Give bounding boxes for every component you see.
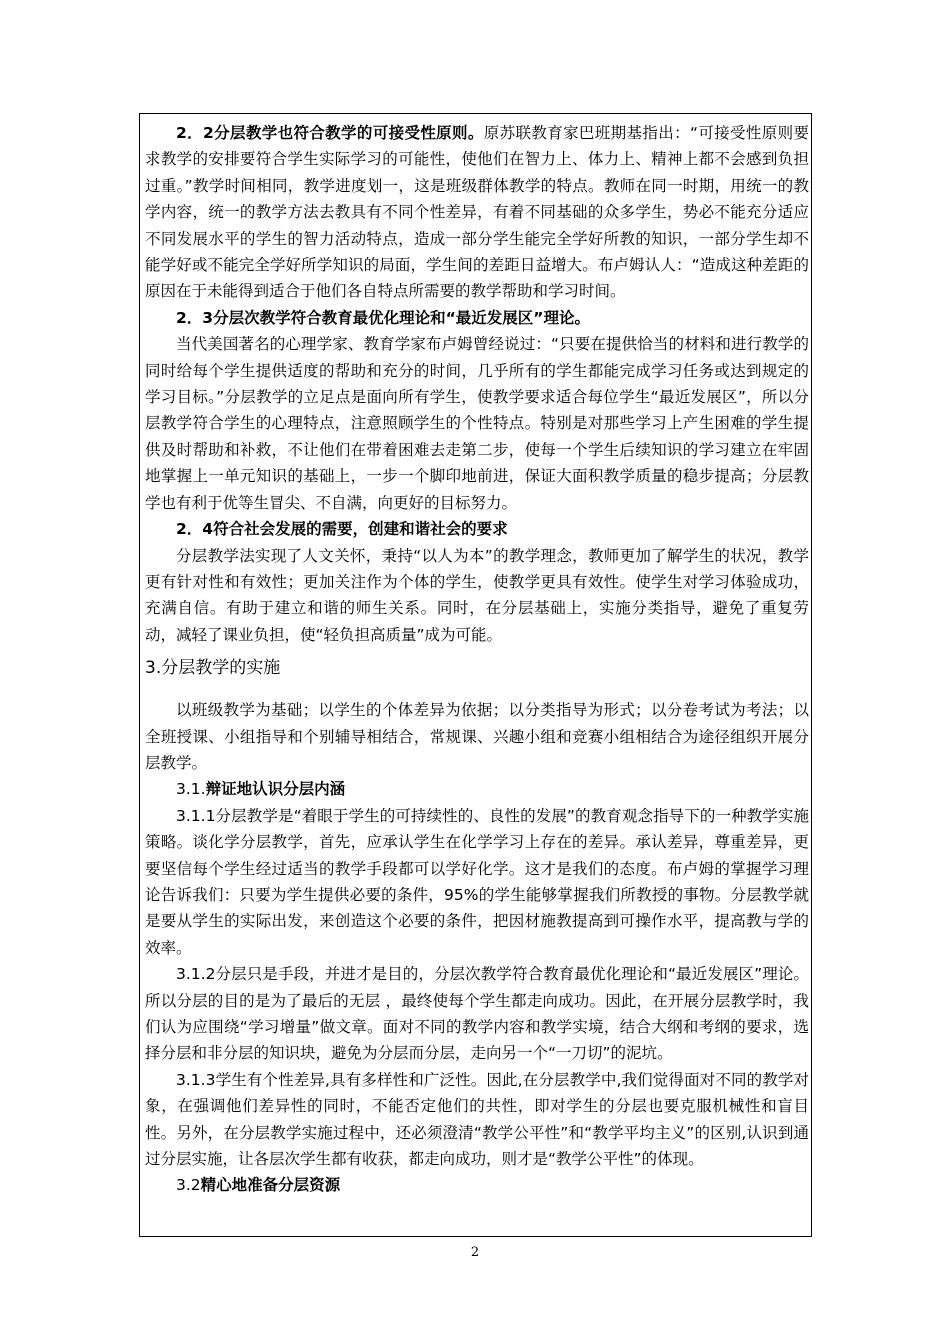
paragraph-3-1-1-number: 3.1.1 bbox=[176, 806, 216, 825]
paragraph-3: 以班级教学为基础；以学生的个体差异为依据；以分类指导为形式；以分卷考试为考法；以全班授课、小组指导和个别辅导相结合，常规课、兴趣小组和竞赛小组相结合为途径组织开展分层教学。 bbox=[145, 701, 809, 772]
paragraph-3-1-2-text: 分层只是手段，并进才是目的，分层次教学符合教育最优化理论和“最近发展区”理论。所以分层的目的是为了最后的无层 ，最终使每个学生都走向成功。因此，在开展分层教学时，我们认为应围绕“学习增量”做文章。面对不同的教学内容和教学实境，结合大纲和考纲的要求，选择分层和非分层的知识块，避免为分层而分层，走向另一个“一刀切”的泥坑。 bbox=[145, 965, 809, 1063]
paragraph-3-1-2-number: 3.1.2 bbox=[176, 965, 216, 984]
heading-2-3: 2．3分层次教学符合教育最优化理论和“最近发展区”理论。 bbox=[176, 308, 590, 327]
heading-3-1 bbox=[145, 776, 809, 802]
paragraph-3-1-3 bbox=[145, 1067, 809, 1173]
paragraph-3-1-1-text: 分层教学是“着眼于学生的可持续性的、良性的发展”的教育观念指导下的一种教学实施策略。谈化学分层教学，首先，应承认学生在化学学习上存在的差异。承认差异，尊重差异，更要坚信每个学生经过适当的教学手段都可以学好化学。这才是我们的态度。布卢姆的掌握学习理论告诉我们：只要为学生提供必要的条件，95%的学生能够掌握我们所教授的事物。分层教学就是要从学生的实际出发，来创造这个必要的条件，把因材施教提高到可操作水平，提高教与学的效率。 bbox=[145, 806, 809, 957]
heading-3-1-number: 3.1. bbox=[176, 780, 206, 799]
page-number: 2 bbox=[470, 1245, 480, 1260]
section-3-title: 3.分层教学的实施 bbox=[145, 658, 281, 679]
heading-2-4: 2．4符合社会发展的需要，创建和谐社会的要求 bbox=[176, 520, 508, 539]
heading-2-2: 2．2分层教学也符合教学的可接受性原则。 bbox=[176, 124, 484, 142]
paragraph-2-2-body: 原苏联教育家巴班期基指出：“可接受性原则要求教学的安排要符合学生实际学习的可能性，使他们在智力上、体力上、精神上都不会感到负担过重。”教学时间相同，教学进度划一，这是班级群体教学的特点。教师在同一时期，用统一的教学内容，统一的教学方法去教具有不同个性差异，有着不同基础的众多学生，势必不能充分适应不同发展水平的学生的智力活动特点，造成一部分学生能完全学好所教的知识，一部分学生却不能学好或不能完全学好所学知识的局面，学生间的差距日益增大。布卢姆认人：“造成这种差距的原因在于未能得到适合于他们各自特点所需要的教学帮助和学习时间。 bbox=[145, 124, 809, 301]
heading-3-2 bbox=[145, 1172, 809, 1198]
paragraph-3-1-2 bbox=[145, 961, 809, 1067]
heading-3-2-text: 精心地准备分层资源 bbox=[200, 1176, 341, 1195]
paragraph-3-1-3-number: 3.1.3 bbox=[176, 1070, 216, 1089]
paragraph-3-1-1 bbox=[145, 803, 809, 961]
paragraph-2-3: 当代美国著名的心理学家、教育学家布卢姆曾经说过：“只要在提供恰当的材料和进行教学的同时给每个学生提供适度的帮助和充分的时间，几乎所有的学生都能完成学习任务或达到规定的学习目标。”分层教学的立足点是面向所有学生，使教学要求适合每位学生“最近发展区”，所以分层教学符合学生的心理特点，注意照顾学生的个性特点。特别是对那些学习上产生困难的学生提供及时帮助和补救，不让他们在带着困难去走第二步，使每一个学生后续知识的学习建立在牢固地掌握上一单元知识的基础上，一步一个脚印地前进，保证大面积教学质量的稳步提高；分层教学也有利于优等生冒尖、不自满，向更好的目标努力。 bbox=[145, 335, 809, 512]
paragraph-3-1-3-text: 学生有个性差异,具有多样性和广泛性。因此,在分层教学中,我们觉得面对不同的教学对象，在强调他们差异性的同时，不能否定他们的共性，即对学生的分层也要克服机械性和盲目性。另外，在分层教学实施过程中，还必须澄清“教学公平性”和“教学平均主义”的区别,认识到通过分层实施，让各层次学生都有收获，都走向成功，则才是“教学公平性”的体现。 bbox=[145, 1070, 809, 1169]
document-body bbox=[145, 120, 809, 1199]
paragraph-2-4: 分层教学法实现了人文关怀，秉持“以人为本”的教学理念，教师更加了解学生的状况，教学更有针对性和有效性；更加关注作为个体的学生，使教学更具有效性。使学生对学习体验成功，充满自信。有助于建立和谐的师生关系。同时，在分层基础上，实施分类指导，避免了重复劳动，减轻了课业负担，使“轻负担高质量”成为可能。 bbox=[145, 546, 809, 644]
paragraph-2-2 bbox=[145, 120, 809, 305]
heading-3-2-number: 3.2 bbox=[176, 1176, 201, 1195]
heading-3-1-text: 辩证地认识分层内涵 bbox=[205, 780, 346, 799]
